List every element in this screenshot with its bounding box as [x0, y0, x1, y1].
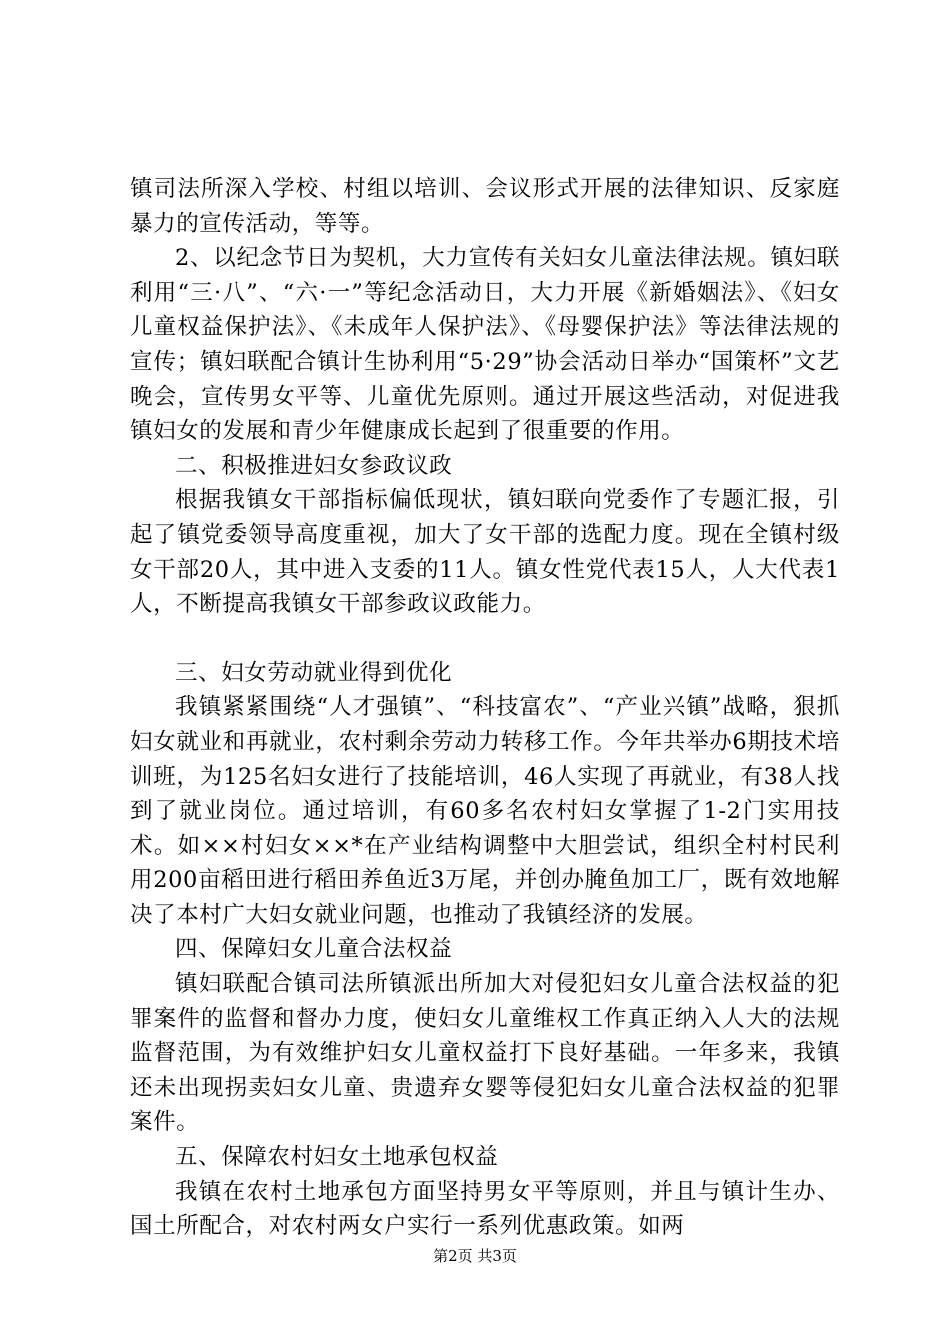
- section-heading-3: 三、妇女劳动就业得到优化: [175, 659, 453, 686]
- section-heading-5: 五、保障农村妇女土地承包权益: [175, 1144, 499, 1171]
- document-body: [130, 172, 840, 1244]
- paragraph-employment: 我镇紧紧围绕“人才强镇”、“科技富农”、“产业兴镇”战略，狠抓妇女就业和再就业，农村剩余劳动力转移工作。今年共举办6期技术培训班，为125名妇女进行了技能培训，46人实现了再就业，有38人找到了就业岗位。通过培训，有60多名农村妇女掌握了1-2门实用技术。如××村妇女××*在产业结构调整中大胆尝试，组织全村村民利用200亩稻田进行稻田养鱼近3万尾，并创办腌鱼加工厂，既有效地解决了本村广大妇女就业问题，也推动了我镇经济的发展。: [130, 694, 840, 928]
- paragraph-spacer: [130, 622, 840, 656]
- section-heading-2: 二、积极推进妇女参政议政: [175, 452, 453, 479]
- paragraph-rights-protection: 镇妇联配合镇司法所镇派出所加大对侵犯妇女儿童合法权益的犯罪案件的监督和督办力度，使妇女儿童维权工作真正纳入人大的法规监督范围，为有效维护妇女儿童权益打下良好基础。一年多来，我镇还未出现拐卖妇女儿童、贵遗弃女婴等侵犯妇女儿童合法权益的犯罪案件。: [130, 971, 840, 1136]
- paragraph-continuation: 镇司法所深入学校、村组以培训、会议形式开展的法律知识、反家庭暴力的宣传活动，等等。: [130, 176, 840, 237]
- paragraph-land-rights: 我镇在农村土地承包方面坚持男女平等原则，并且与镇计生办、国土所配合，对农村两女户实行一系列优惠政策。如两: [130, 1178, 840, 1240]
- section-heading-4: 四、保障妇女儿童合法权益: [175, 936, 453, 963]
- paragraph-law-promotion: 2、以纪念节日为契机，大力宣传有关妇女儿童法律法规。镇妇联利用“三·八”、“六·一”等纪念活动日，大力开展《新婚姻法》、《妇女儿童权益保护法》、《未成年人保护法》、《母婴保护法》等法律法规的宣传；镇妇联配合镇计生协利用“5·29”协会活动日举办“国策杯”文艺晚会，宣传男女平等、儿童优先原则。通过开展这些活动，对促进我镇妇女的发展和青少年健康成长起到了很重要的作用。: [130, 245, 840, 445]
- paragraph-political-participation: 根据我镇女干部指标偏低现状，镇妇联向党委作了专题汇报，引起了镇党委领导高度重视，加大了女干部的选配力度。现在全镇村级女干部20人，其中进入支委的11人。镇女性党代表15人，人大代表1人，不断提高我镇女干部参政议政能力。: [130, 487, 840, 618]
- page-number-footer: 第2页 共3页: [433, 1247, 517, 1265]
